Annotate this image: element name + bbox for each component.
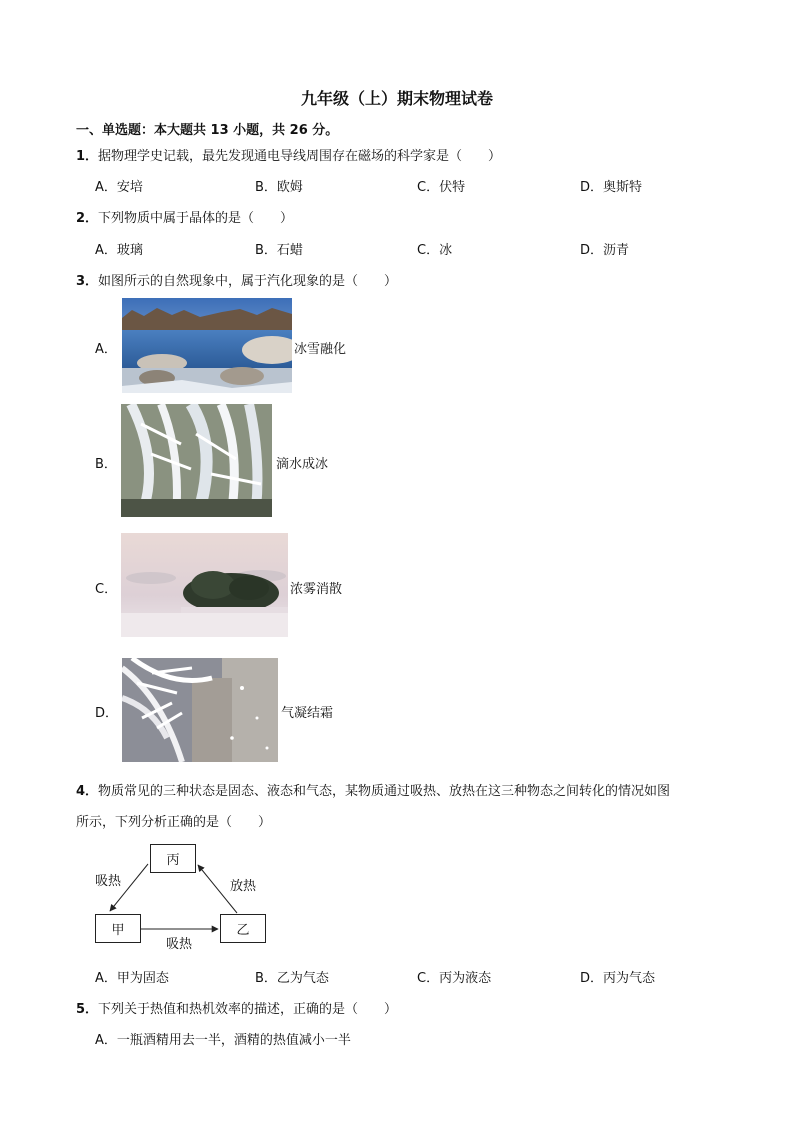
q4-option-c: C．丙为液态 [417, 971, 492, 986]
page-title: 九年级（上）期末物理试卷 [300, 89, 493, 108]
icicles-photo [121, 404, 272, 517]
question-number: 5． [76, 1002, 99, 1017]
question-text: 据物理学史记载，最先发现通电导线周围存在磁场的科学家是（ ） [98, 149, 502, 164]
q2-option-b: B．石蜡 [255, 243, 303, 258]
section-heading: 一、单选题：本大题共 13 小题，共 26 分。 [76, 123, 339, 138]
question-4 [76, 780, 670, 799]
question-number: 1． [76, 149, 99, 164]
q3-option-b-caption: 滴水成冰 [276, 457, 329, 472]
question-text: 下列物质中属于晶体的是（ ） [98, 211, 294, 226]
q3-option-c-caption: 浓雾消散 [290, 582, 343, 597]
question-number: 2． [76, 211, 99, 226]
question-number: 3． [76, 274, 99, 289]
question-text: 下列关于热值和热机效率的描述，正确的是（ ） [98, 1002, 398, 1017]
q3-option-d-caption: 气凝结霜 [281, 706, 334, 721]
state-transition-diagram [90, 840, 280, 955]
arrow-label-left: 吸热 [95, 874, 122, 889]
q2-option-c: C．冰 [417, 243, 453, 258]
question-4-line-2: 所示，下列分析正确的是（ ） [76, 815, 272, 830]
arrow-label-bottom: 吸热 [166, 937, 193, 952]
q1-option-c: C．伏特 [417, 180, 466, 195]
question-text-line-1: 物质常见的三种状态是固态、液态和气态，某物质通过吸热、放热在这三种物态之间转化的情况如图 [98, 784, 671, 799]
q3-option-b-letter: B． [95, 457, 117, 472]
arrow-label-right: 放热 [230, 879, 257, 894]
q3-option-c-letter: C． [95, 582, 118, 597]
question-2 [76, 207, 293, 226]
question-3 [76, 270, 397, 289]
q1-option-a: A．安培 [95, 180, 143, 195]
q3-option-a-caption: 冰雪融化 [294, 342, 347, 357]
q4-option-a: A．甲为固态 [95, 971, 169, 986]
question-1 [76, 145, 501, 164]
q3-option-d-letter: D． [95, 706, 119, 721]
q2-option-a: A．玻璃 [95, 243, 143, 258]
question-number: 4． [76, 784, 99, 799]
state-box-right: 乙 [220, 914, 266, 943]
question-text: 如图所示的自然现象中，属于汽化现象的是（ ） [98, 274, 398, 289]
q2-option-d: D．沥青 [580, 243, 630, 258]
frost-branches-photo [122, 658, 278, 762]
state-box-top: 丙 [150, 844, 196, 873]
fog-tree-photo [121, 533, 288, 637]
q4-option-d: D．丙为气态 [580, 971, 656, 986]
question-5 [76, 998, 397, 1017]
melting-snow-photo [122, 298, 292, 393]
state-box-left: 甲 [95, 914, 141, 943]
q3-option-a-letter: A． [95, 342, 117, 357]
q1-option-d: D．奥斯特 [580, 180, 643, 195]
q1-option-b: B．欧姆 [255, 180, 303, 195]
q5-option-a: A．一瓶酒精用去一半，酒精的热值减小一半 [95, 1033, 351, 1048]
q4-option-b: B．乙为气态 [255, 971, 329, 986]
